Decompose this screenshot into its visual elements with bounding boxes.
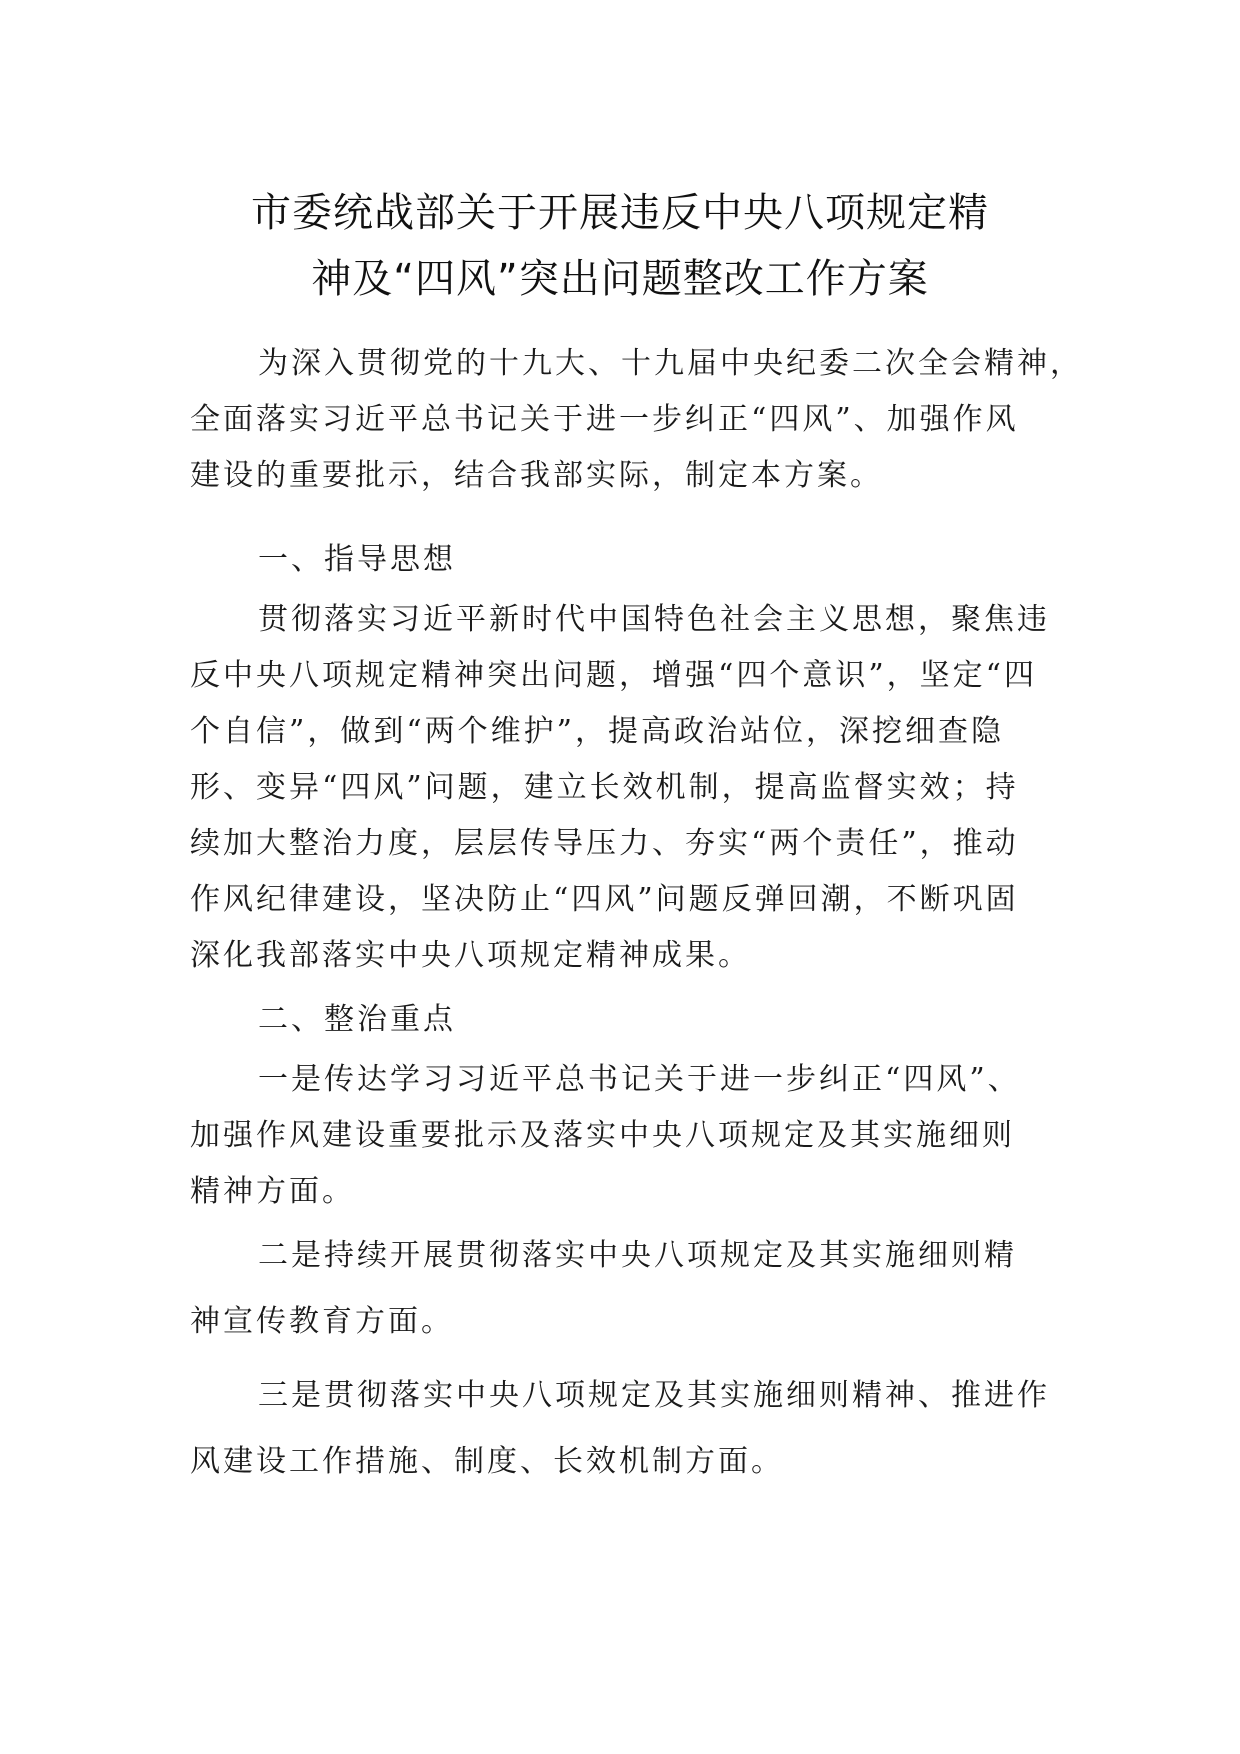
paragraph-line: 一是传达学习习近平总书记关于进一步纠正“四风”、: [258, 1062, 1021, 1097]
paragraph-focus-item-2: [190, 1228, 1060, 1360]
paragraph-focus-item-1: [190, 1052, 1060, 1220]
title-line: 市委统战部关于开展违反中央八项规定精: [251, 190, 989, 236]
paragraph-line: 作风纪律建设，坚决防止“四风”问题反弹回潮，不断巩固: [190, 882, 1019, 917]
paragraph-guiding-thought: [190, 592, 1060, 984]
paragraph-line: 形、变异“四风”问题，建立长效机制，提高监督实效；持: [190, 770, 1019, 805]
paragraph-line: 建设的重要批示，结合我部实际，制定本方案。: [190, 458, 883, 493]
paragraph-line: 反中央八项规定精神突出问题，增强“四个意识”，坚定“四: [190, 658, 1038, 693]
paragraph-line: 全面落实习近平总书记关于进一步纠正“四风”、加强作风: [190, 402, 1019, 437]
paragraph-line: 二是持续开展贯彻落实中央八项规定及其实施细则精: [258, 1238, 1017, 1273]
paragraph-line: 精神方面。: [190, 1174, 355, 1209]
paragraph-line: 贯彻落实习近平新时代中国特色社会主义思想，聚焦违: [258, 602, 1050, 637]
paragraph-line: 加强作风建设重要批示及落实中央八项规定及其实施细则: [190, 1118, 1015, 1153]
paragraph-line: 深化我部落实中央八项规定精神成果。: [190, 938, 751, 973]
paragraph-line: 为深入贯彻党的十九大、十九届中央纪委二次全会精神，: [258, 346, 1083, 381]
heading-line: 二、整治重点: [258, 1002, 456, 1037]
paragraph-line: 神宣传教育方面。: [190, 1304, 454, 1339]
paragraph-line: 风建设工作措施、制度、长效机制方面。: [190, 1444, 784, 1479]
paragraph-line: 个自信”，做到“两个维护”，提高政治站位，深挖细查隐: [190, 714, 1005, 749]
document-title: [150, 180, 1090, 312]
heading-line: 一、指导思想: [258, 542, 456, 577]
section-heading-guiding-thought: [190, 532, 1060, 588]
paragraph-focus-item-3: [190, 1368, 1060, 1500]
paragraph-line: 续加大整治力度，层层传导压力、夯实“两个责任”，推动: [190, 826, 1019, 861]
title-line: 神及“四风”突出问题整改工作方案: [311, 256, 929, 302]
section-heading-rectification-focus: [190, 992, 1060, 1048]
paragraph-preamble: [190, 336, 1083, 504]
paragraph-line: 三是贯彻落实中央八项规定及其实施细则精神、推进作: [258, 1378, 1050, 1413]
